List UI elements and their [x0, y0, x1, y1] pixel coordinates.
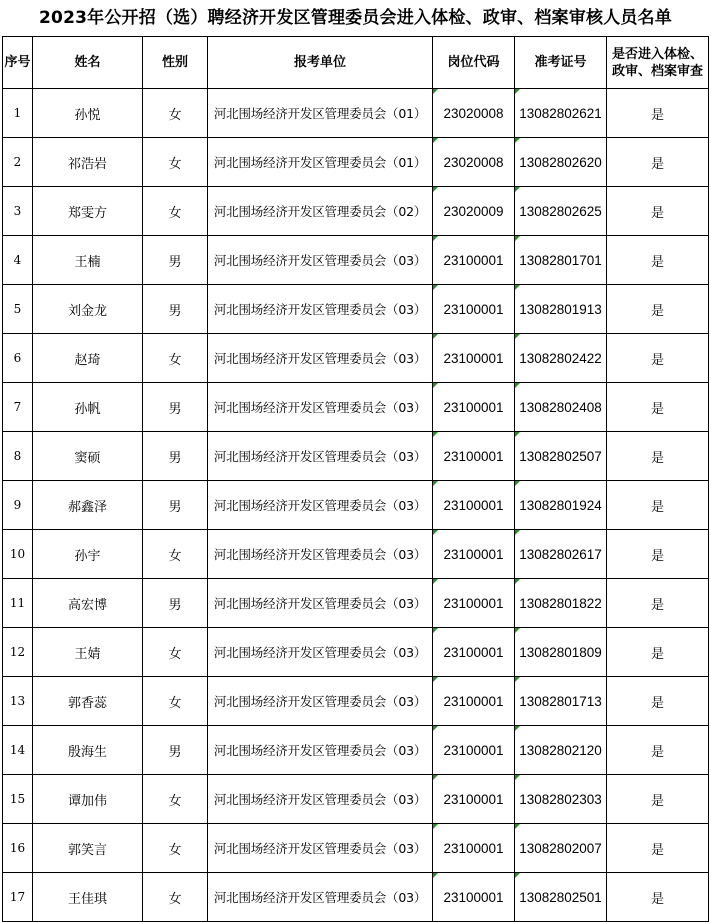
cell-result: 是 [607, 187, 709, 236]
cell-result: 是 [607, 432, 709, 481]
cell-post-code: 23100001 [433, 873, 515, 922]
cell-unit: 河北围场经济开发区管理委员会（03） [208, 775, 433, 824]
cell-result: 是 [607, 138, 709, 187]
cell-ticket: 13082802620 [515, 138, 607, 187]
cell-name: 郭笑言 [33, 824, 143, 873]
cell-unit: 河北围场经济开发区管理委员会（03） [208, 824, 433, 873]
cell-ticket: 13082802621 [515, 89, 607, 138]
table-row [3, 334, 709, 383]
cell-gender: 男 [143, 432, 208, 481]
cell-gender: 女 [143, 530, 208, 579]
cell-seq: 9 [3, 481, 33, 530]
table-row [3, 236, 709, 285]
cell-post-code: 23100001 [433, 530, 515, 579]
cell-gender: 女 [143, 89, 208, 138]
cell-post-code: 23100001 [433, 726, 515, 775]
candidate-table [2, 36, 709, 922]
cell-seq: 7 [3, 383, 33, 432]
cell-gender: 男 [143, 726, 208, 775]
table-row [3, 187, 709, 236]
cell-ticket: 13082801701 [515, 236, 607, 285]
cell-ticket: 13082801822 [515, 579, 607, 628]
cell-result: 是 [607, 579, 709, 628]
cell-unit: 河北围场经济开发区管理委员会（03） [208, 726, 433, 775]
cell-unit: 河北围场经济开发区管理委员会（03） [208, 236, 433, 285]
cell-ticket: 13082801809 [515, 628, 607, 677]
cell-unit: 河北围场经济开发区管理委员会（03） [208, 677, 433, 726]
cell-name: 殷海生 [33, 726, 143, 775]
table-row [3, 726, 709, 775]
cell-unit: 河北围场经济开发区管理委员会（03） [208, 579, 433, 628]
cell-result: 是 [607, 236, 709, 285]
cell-seq: 8 [3, 432, 33, 481]
table-row [3, 775, 709, 824]
cell-name: 孙帆 [33, 383, 143, 432]
cell-result: 是 [607, 383, 709, 432]
table-row [3, 89, 709, 138]
cell-post-code: 23100001 [433, 481, 515, 530]
cell-post-code: 23100001 [433, 236, 515, 285]
cell-name: 王楠 [33, 236, 143, 285]
cell-result: 是 [607, 824, 709, 873]
header-seq: 序号 [3, 37, 33, 89]
cell-post-code: 23020008 [433, 138, 515, 187]
cell-gender: 男 [143, 285, 208, 334]
cell-gender: 女 [143, 677, 208, 726]
cell-unit: 河北围场经济开发区管理委员会（03） [208, 285, 433, 334]
cell-gender: 女 [143, 138, 208, 187]
cell-gender: 男 [143, 383, 208, 432]
table-row [3, 481, 709, 530]
cell-ticket: 13082802303 [515, 775, 607, 824]
cell-post-code: 23100001 [433, 383, 515, 432]
cell-post-code: 23100001 [433, 775, 515, 824]
cell-seq: 2 [3, 138, 33, 187]
table-row [3, 285, 709, 334]
cell-seq: 14 [3, 726, 33, 775]
table-row [3, 824, 709, 873]
header-row [3, 37, 709, 89]
cell-unit: 河北围场经济开发区管理委员会（03） [208, 432, 433, 481]
table-row [3, 432, 709, 481]
cell-seq: 4 [3, 236, 33, 285]
cell-seq: 11 [3, 579, 33, 628]
table-row [3, 138, 709, 187]
cell-gender: 女 [143, 628, 208, 677]
cell-seq: 13 [3, 677, 33, 726]
cell-name: 孙悦 [33, 89, 143, 138]
cell-seq: 6 [3, 334, 33, 383]
cell-name: 窦硕 [33, 432, 143, 481]
sheet-title: 2023年公开招（选）聘经济开发区管理委员会进入体检、政审、档案审核人员名单 [39, 8, 672, 28]
cell-post-code: 23100001 [433, 677, 515, 726]
cell-gender: 男 [143, 481, 208, 530]
cell-name: 孙宇 [33, 530, 143, 579]
cell-gender: 女 [143, 187, 208, 236]
cell-result: 是 [607, 334, 709, 383]
cell-seq: 10 [3, 530, 33, 579]
header-post-code: 岗位代码 [433, 37, 515, 89]
table-row [3, 579, 709, 628]
cell-name: 谭加伟 [33, 775, 143, 824]
cell-ticket: 13082802625 [515, 187, 607, 236]
cell-result: 是 [607, 481, 709, 530]
cell-gender: 男 [143, 579, 208, 628]
cell-unit: 河北围场经济开发区管理委员会（03） [208, 873, 433, 922]
cell-seq: 3 [3, 187, 33, 236]
cell-ticket: 13082801924 [515, 481, 607, 530]
cell-result: 是 [607, 873, 709, 922]
cell-name: 赵琦 [33, 334, 143, 383]
cell-unit: 河北围场经济开发区管理委员会（02） [208, 187, 433, 236]
cell-unit: 河北围场经济开发区管理委员会（03） [208, 383, 433, 432]
cell-name: 刘金龙 [33, 285, 143, 334]
cell-unit: 河北围场经济开发区管理委员会（03） [208, 628, 433, 677]
cell-unit: 河北围场经济开发区管理委员会（03） [208, 530, 433, 579]
cell-post-code: 23100001 [433, 628, 515, 677]
cell-result: 是 [607, 775, 709, 824]
cell-gender: 女 [143, 824, 208, 873]
cell-ticket: 13082801713 [515, 677, 607, 726]
cell-seq: 16 [3, 824, 33, 873]
cell-result: 是 [607, 726, 709, 775]
cell-post-code: 23100001 [433, 285, 515, 334]
cell-name: 郭香蕊 [33, 677, 143, 726]
cell-ticket: 13082802422 [515, 334, 607, 383]
cell-ticket: 13082802408 [515, 383, 607, 432]
cell-name: 王佳琪 [33, 873, 143, 922]
cell-post-code: 23020008 [433, 89, 515, 138]
cell-name: 祁浩岩 [33, 138, 143, 187]
cell-unit: 河北围场经济开发区管理委员会（01） [208, 138, 433, 187]
table-row [3, 383, 709, 432]
cell-ticket: 13082802120 [515, 726, 607, 775]
cell-seq: 17 [3, 873, 33, 922]
table-row [3, 677, 709, 726]
cell-unit: 河北围场经济开发区管理委员会（03） [208, 481, 433, 530]
cell-result: 是 [607, 530, 709, 579]
table-row [3, 873, 709, 922]
cell-gender: 女 [143, 334, 208, 383]
table-row [3, 530, 709, 579]
cell-result: 是 [607, 89, 709, 138]
cell-result: 是 [607, 677, 709, 726]
cell-name: 王婧 [33, 628, 143, 677]
cell-name: 高宏博 [33, 579, 143, 628]
cell-result: 是 [607, 285, 709, 334]
cell-seq: 1 [3, 89, 33, 138]
header-gender: 性别 [143, 37, 208, 89]
cell-post-code: 23020009 [433, 187, 515, 236]
cell-unit: 河北围场经济开发区管理委员会（03） [208, 334, 433, 383]
header-name: 姓名 [33, 37, 143, 89]
cell-seq: 12 [3, 628, 33, 677]
cell-unit: 河北围场经济开发区管理委员会（01） [208, 89, 433, 138]
cell-gender: 女 [143, 775, 208, 824]
cell-name: 郝鑫泽 [33, 481, 143, 530]
cell-post-code: 23100001 [433, 334, 515, 383]
header-ticket: 准考证号 [515, 37, 607, 89]
cell-name: 郑雯方 [33, 187, 143, 236]
cell-ticket: 13082802507 [515, 432, 607, 481]
cell-result: 是 [607, 628, 709, 677]
header-result: 是否进入体检、政审、档案审查 [607, 37, 709, 89]
table-row [3, 628, 709, 677]
cell-post-code: 23100001 [433, 824, 515, 873]
cell-ticket: 13082802007 [515, 824, 607, 873]
cell-post-code: 23100001 [433, 579, 515, 628]
cell-seq: 15 [3, 775, 33, 824]
cell-post-code: 23100001 [433, 432, 515, 481]
header-unit: 报考单位 [208, 37, 433, 89]
cell-gender: 男 [143, 236, 208, 285]
cell-ticket: 13082802617 [515, 530, 607, 579]
cell-ticket: 13082802501 [515, 873, 607, 922]
cell-seq: 5 [3, 285, 33, 334]
cell-ticket: 13082801913 [515, 285, 607, 334]
cell-gender: 女 [143, 873, 208, 922]
